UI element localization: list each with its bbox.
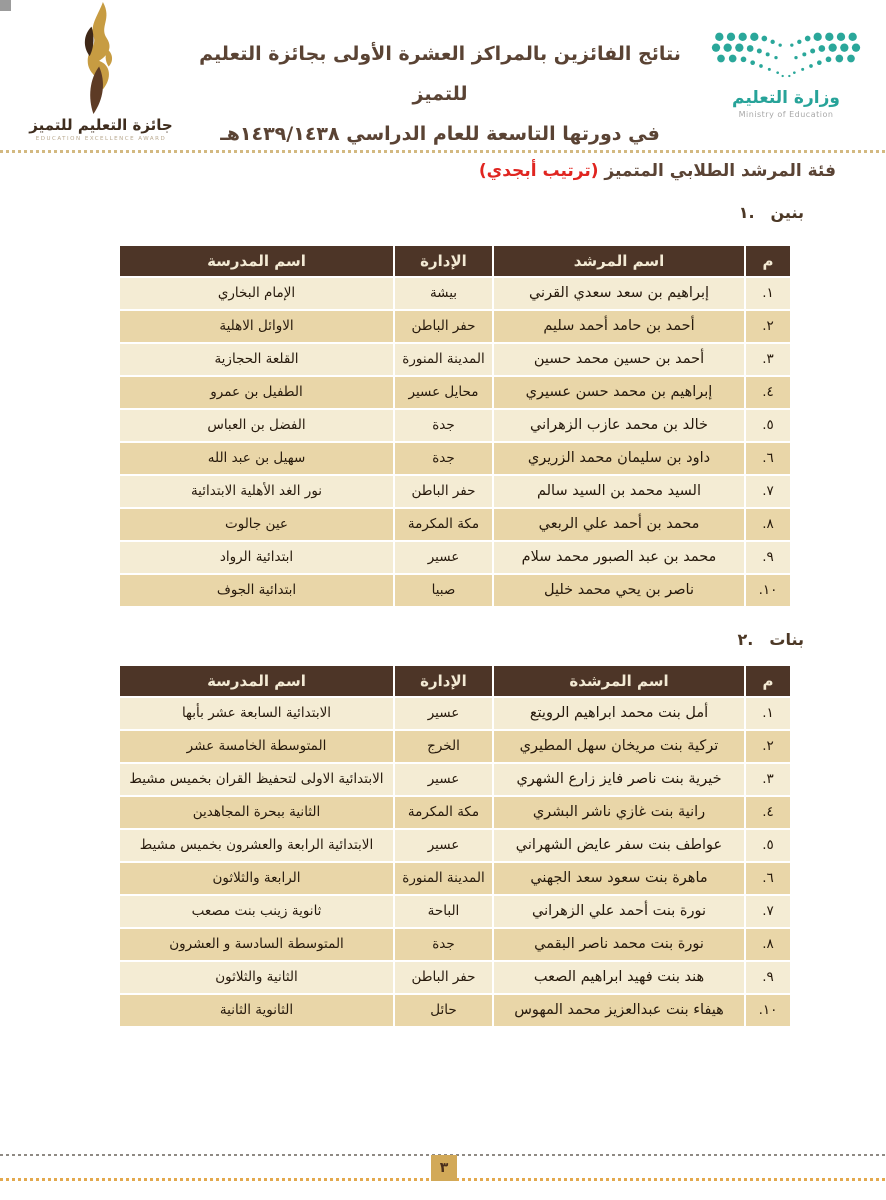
cell-admin: مكة المكرمة bbox=[395, 509, 492, 540]
cell-admin: حفر الباطن bbox=[395, 476, 492, 507]
ministry-title-arabic: وزارة التعليم bbox=[732, 88, 840, 108]
cell-admin: حفر الباطن bbox=[395, 962, 492, 993]
cell-school: القلعة الحجازية bbox=[120, 344, 393, 375]
ministry-logo bbox=[704, 28, 868, 119]
cell-admin: عسير bbox=[395, 698, 492, 729]
table-row bbox=[120, 962, 790, 993]
cell-school: الإمام البخاري bbox=[120, 278, 393, 309]
cell-num: ٨. bbox=[746, 509, 790, 540]
section-title-note: (ترتيب أبجدي) bbox=[478, 161, 599, 181]
cell-school: الثانية ببحرة المجاهدين bbox=[120, 797, 393, 828]
table-row bbox=[120, 896, 790, 927]
header-divider bbox=[0, 150, 886, 153]
table-row bbox=[120, 995, 790, 1026]
column-header-admin: الإدارة bbox=[395, 246, 492, 276]
cell-admin: محايل عسير bbox=[395, 377, 492, 408]
cell-num: ١٠. bbox=[746, 575, 790, 606]
cell-name: هند بنت فهيد ابراهيم الصعب bbox=[494, 962, 744, 993]
cell-admin: عسير bbox=[395, 542, 492, 573]
cell-school: نور الغد الأهلية الابتدائية bbox=[120, 476, 393, 507]
cell-admin: بيشة bbox=[395, 278, 492, 309]
cell-num: ١. bbox=[746, 698, 790, 729]
cell-school: ابتدائية الرواد bbox=[120, 542, 393, 573]
cell-admin: حفر الباطن bbox=[395, 311, 492, 342]
cell-admin: مكة المكرمة bbox=[395, 797, 492, 828]
table-row bbox=[120, 929, 790, 960]
award-flame-icon bbox=[41, 2, 161, 114]
cell-name: هيفاء بنت عبدالعزيز محمد المهوس bbox=[494, 995, 744, 1026]
cell-name: محمد بن عبد الصبور محمد سلام bbox=[494, 542, 744, 573]
cell-admin: الخرج bbox=[395, 731, 492, 762]
cell-name: نورة بنت محمد ناصر البقمي bbox=[494, 929, 744, 960]
table-row bbox=[120, 509, 790, 540]
cell-name: إبراهيم بن محمد حسن عسيري bbox=[494, 377, 744, 408]
page-title-line2: في دورتها التاسعة للعام الدراسي ١٤٣٩/١٤٣٨هـ bbox=[220, 123, 660, 145]
cell-school: سهيل بن عبد الله bbox=[120, 443, 393, 474]
table-row bbox=[120, 278, 790, 309]
cell-name: محمد بن أحمد علي الربعي bbox=[494, 509, 744, 540]
cell-name: أحمد بن حسين محمد حسين bbox=[494, 344, 744, 375]
cell-school: عين جالوت bbox=[120, 509, 393, 540]
cell-school: الرابعة والثلاثون bbox=[120, 863, 393, 894]
award-caption-arabic: جائزة التعليم للتميز bbox=[29, 116, 173, 134]
column-header-school: اسم المدرسة bbox=[120, 246, 393, 276]
cell-admin: عسير bbox=[395, 830, 492, 861]
cell-name: نورة بنت أحمد علي الزهراني bbox=[494, 896, 744, 927]
cell-num: ٨. bbox=[746, 929, 790, 960]
cell-name: داود بن سليمان محمد الزريري bbox=[494, 443, 744, 474]
cell-admin: المدينة المنورة bbox=[395, 344, 492, 375]
cell-num: ٧. bbox=[746, 896, 790, 927]
cell-num: ٥. bbox=[746, 410, 790, 441]
cell-admin: جدة bbox=[395, 410, 492, 441]
list-number: ١. bbox=[738, 203, 755, 222]
list-heading-girls bbox=[738, 630, 804, 649]
cell-school: الاوائل الاهلية bbox=[120, 311, 393, 342]
cell-name: خالد بن محمد عازب الزهراني bbox=[494, 410, 744, 441]
cell-admin: حائل bbox=[395, 995, 492, 1026]
award-caption-english: EDUCATION EXCELLENCE AWARD bbox=[35, 136, 167, 142]
cell-name: تركية بنت مريخان سهل المطيري bbox=[494, 731, 744, 762]
cell-name: خيرية بنت ناصر فايز زارع الشهري bbox=[494, 764, 744, 795]
ministry-logo-icon bbox=[711, 28, 861, 84]
cell-school: الثانوية الثانية bbox=[120, 995, 393, 1026]
page-title bbox=[193, 34, 687, 154]
cell-school: ثانوية زينب بنت مصعب bbox=[120, 896, 393, 927]
cell-admin: جدة bbox=[395, 443, 492, 474]
table-row bbox=[120, 731, 790, 762]
cell-name: رانية بنت غازي ناشر البشري bbox=[494, 797, 744, 828]
table-header-row bbox=[120, 666, 790, 696]
cell-admin: صبيا bbox=[395, 575, 492, 606]
table-header-row bbox=[120, 246, 790, 276]
list-label: بنين bbox=[770, 203, 804, 222]
cell-school: المتوسطة السادسة و العشرون bbox=[120, 929, 393, 960]
cell-num: ٦. bbox=[746, 863, 790, 894]
cell-num: ١. bbox=[746, 278, 790, 309]
cell-num: ٩. bbox=[746, 962, 790, 993]
section-title bbox=[479, 161, 836, 181]
cell-name: السيد محمد بن السيد سالم bbox=[494, 476, 744, 507]
cell-admin: الباحة bbox=[395, 896, 492, 927]
table-row bbox=[120, 542, 790, 573]
table-row bbox=[120, 830, 790, 861]
column-header-num: م bbox=[746, 666, 790, 696]
table-row bbox=[120, 863, 790, 894]
list-number: ٢. bbox=[737, 630, 754, 649]
cell-num: ٩. bbox=[746, 542, 790, 573]
cell-school: ابتدائية الجوف bbox=[120, 575, 393, 606]
cell-num: ٧. bbox=[746, 476, 790, 507]
table-row bbox=[120, 443, 790, 474]
cell-num: ٢. bbox=[746, 311, 790, 342]
cell-school: المتوسطة الخامسة عشر bbox=[120, 731, 393, 762]
column-header-school: اسم المدرسة bbox=[120, 666, 393, 696]
cell-school: الابتدائية السابعة عشر بأبها bbox=[120, 698, 393, 729]
cell-name: إبراهيم بن سعد سعدي القرني bbox=[494, 278, 744, 309]
cell-num: ٤. bbox=[746, 797, 790, 828]
cell-school: الفضل بن العباس bbox=[120, 410, 393, 441]
cell-num: ٦. bbox=[746, 443, 790, 474]
cell-admin: جدة bbox=[395, 929, 492, 960]
scan-artifact bbox=[0, 0, 11, 11]
table-row bbox=[120, 476, 790, 507]
page-number: ٣ bbox=[431, 1155, 457, 1181]
column-header-name: اسم المرشد bbox=[494, 246, 744, 276]
cell-num: ٥. bbox=[746, 830, 790, 861]
boys-winners-table bbox=[118, 244, 792, 608]
table-row bbox=[120, 311, 790, 342]
list-heading-boys bbox=[739, 203, 804, 222]
cell-name: ناصر بن يحي محمد خليل bbox=[494, 575, 744, 606]
table-row bbox=[120, 575, 790, 606]
cell-name: أمل بنت محمد ابراهيم الرويتع bbox=[494, 698, 744, 729]
cell-num: ٢. bbox=[746, 731, 790, 762]
cell-name: عواطف بنت سفر عايض الشهراني bbox=[494, 830, 744, 861]
cell-school: الابتدائية الاولى لتحفيظ القران بخميس مشيط bbox=[120, 764, 393, 795]
cell-admin: عسير bbox=[395, 764, 492, 795]
cell-school: الابتدائية الرابعة والعشرون بخميس مشيط bbox=[120, 830, 393, 861]
ministry-title-english: Ministry of Education bbox=[738, 110, 834, 119]
cell-name: ماهرة بنت سعود سعد الجهني bbox=[494, 863, 744, 894]
cell-num: ١٠. bbox=[746, 995, 790, 1026]
table-row bbox=[120, 764, 790, 795]
girls-winners-table bbox=[118, 664, 792, 1028]
list-label: بنات bbox=[769, 630, 804, 649]
cell-num: ٤. bbox=[746, 377, 790, 408]
cell-school: الثانية والثلاثون bbox=[120, 962, 393, 993]
table-row bbox=[120, 377, 790, 408]
table-row bbox=[120, 797, 790, 828]
table-row bbox=[120, 344, 790, 375]
award-logo bbox=[15, 2, 187, 142]
section-title-text: فئة المرشد الطلابي المتميز bbox=[604, 161, 836, 181]
column-header-num: م bbox=[746, 246, 790, 276]
cell-admin: المدينة المنورة bbox=[395, 863, 492, 894]
table-row bbox=[120, 698, 790, 729]
cell-school: الطفيل بن عمرو bbox=[120, 377, 393, 408]
cell-num: ٣. bbox=[746, 764, 790, 795]
cell-num: ٣. bbox=[746, 344, 790, 375]
table-row bbox=[120, 410, 790, 441]
column-header-admin: الإدارة bbox=[395, 666, 492, 696]
page-title-line1: نتائج الفائزين بالمراكز العشرة الأولى بجائزة التعليم للتميز bbox=[199, 43, 681, 105]
cell-name: أحمد بن حامد أحمد سليم bbox=[494, 311, 744, 342]
column-header-name: اسم المرشدة bbox=[494, 666, 744, 696]
